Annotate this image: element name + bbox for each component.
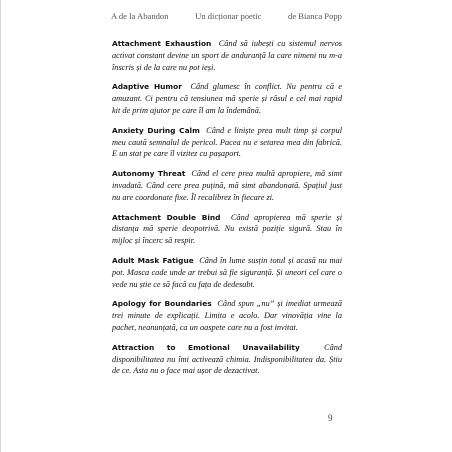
entry-term: Attachment Exhaustion bbox=[112, 39, 212, 48]
entry-definition: Când glumesc în conflict. Nu pentru că e amuzant. Ci pentru că tensiunea mă sperie și râsul e cel mai rapid kit de prim ajutor pe care îl am la îndemână. bbox=[112, 82, 342, 115]
entry-definition: Când spun „nu” și imediat urmează trei minute de explicații. Limita e acolo. Dar vinovăția vine la pachet, neanunțată, ca un oaspete care nu a fost invitat. bbox=[112, 299, 342, 332]
entry-term: Adult Mask Fatigue bbox=[112, 255, 194, 265]
entry-term: Attraction to Emotional Unavailability bbox=[112, 342, 300, 352]
dictionary-entry bbox=[112, 212, 342, 247]
dictionary-entry bbox=[112, 38, 342, 73]
entry-definition: Când e liniște prea mult timp și corpul meu caută semnalul de pericol. Pacea nu e setarea mea din fabrică. E un stat pe care îl vizitez cu pașaport. bbox=[112, 125, 343, 159]
dictionary-entry bbox=[112, 342, 342, 377]
page-number: 9 bbox=[328, 413, 333, 423]
entry-definition: Când apropierea mă sperie și distanța mă sperie deopotrivă. Nu există poziție sigură. Stau în mijloc și încerc să respir. bbox=[112, 212, 342, 246]
entry-definition: Când disponibilitatea nu îmi activează chimia. Indisponibilitatea da. Știu de ce. Asta nu o face mai ușor de dezactivat. bbox=[112, 342, 343, 376]
header-book-title: Un dicționar poetic bbox=[195, 11, 262, 21]
entry-term: Apology for Boundaries bbox=[112, 299, 212, 309]
entry-definition: Când el cere prea multă apropiere, mă simt invadată. Când cere prea puțină, mă simt abandonată. Spațiul just nu are coordonate fixe. Îl recalibrez în fiecare zi. bbox=[112, 169, 342, 202]
entry-definition: Când să iubești cu sistemul nervos activat constant devine un sport de anduranță la care nimeni nu m-a înscris și de la care nu pot ieși. bbox=[112, 39, 342, 72]
header-author: de Bianca Popp bbox=[288, 11, 342, 21]
entry-term: Adaptive Humor bbox=[112, 82, 182, 92]
header-chapter: A de la Abandon bbox=[111, 11, 169, 21]
dictionary-entries bbox=[112, 38, 342, 385]
entry-term: Attachment Double Bind bbox=[112, 212, 221, 222]
dictionary-entry bbox=[112, 255, 342, 290]
running-header bbox=[111, 11, 342, 21]
dictionary-entry bbox=[112, 125, 342, 160]
dictionary-entry bbox=[112, 298, 342, 333]
dictionary-entry bbox=[112, 81, 342, 116]
entry-term: Anxiety During Calm bbox=[112, 125, 200, 135]
entry-term: Autonomy Threat bbox=[112, 169, 186, 179]
entry-definition: Când în lume susțin totul și acasă nu mai pot. Masca cade unde ar trebui să fie siguranță. Și uneori cel care o vede nu știe ce să facă cu fața de dedesubt. bbox=[112, 255, 342, 289]
dictionary-entry bbox=[112, 168, 342, 203]
